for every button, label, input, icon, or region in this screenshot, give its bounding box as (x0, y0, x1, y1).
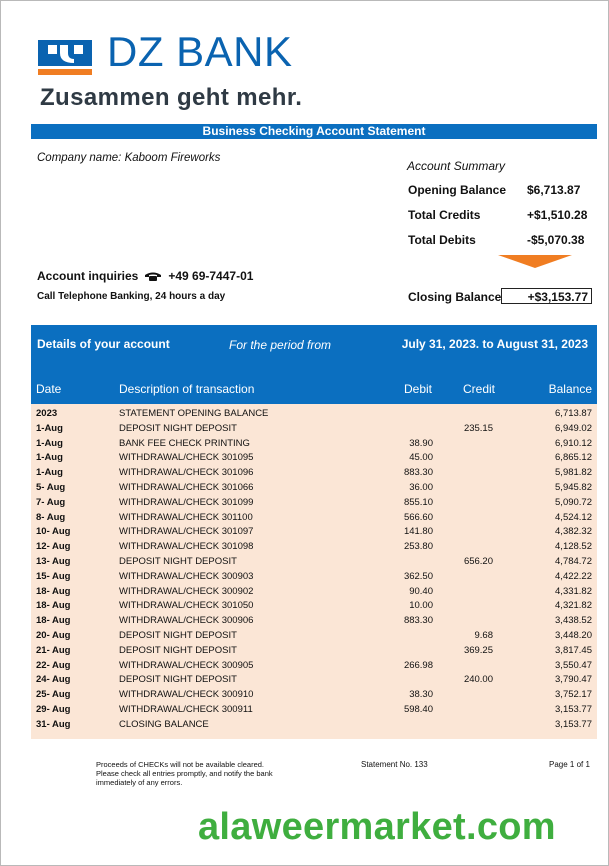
tx-description: WITHDRAWAL/CHECK 300910 (119, 689, 254, 701)
tx-balance: 3,752.17 (555, 689, 592, 701)
tx-balance: 6,910.12 (555, 437, 592, 449)
tx-description: BANK FEE CHECK PRINTING (119, 437, 250, 449)
period-label: For the period from (229, 338, 332, 352)
tx-date: 31- Aug (36, 718, 71, 730)
tx-balance: 5,981.82 (555, 467, 592, 479)
tx-date: 18- Aug (36, 615, 71, 627)
table-row (31, 541, 597, 556)
tx-balance: 4,784.72 (555, 556, 592, 567)
tx-description: WITHDRAWAL/CHECK 300905 (119, 659, 254, 671)
tx-debit: 566.60 (403, 511, 433, 523)
tx-balance: 5,945.82 (555, 482, 592, 493)
tx-description: STATEMENT OPENING BALANCE (119, 408, 269, 419)
tx-description: WITHDRAWAL/CHECK 301100 (119, 511, 253, 523)
tx-debit: 266.98 (403, 659, 433, 671)
statement-number: Statement No. 133 (361, 760, 428, 769)
total-debits-value: -$5,070.38 (527, 233, 585, 247)
tx-debit: 45.00 (409, 452, 433, 464)
tx-debit: 90.40 (409, 585, 433, 597)
tx-debit: 883.30 (403, 615, 433, 627)
tx-debit: 855.10 (403, 496, 433, 508)
tx-description: DEPOSIT NIGHT DEPOSIT (119, 674, 237, 686)
tx-date: 7- Aug (36, 496, 66, 508)
table-row (31, 556, 597, 571)
tx-description: WITHDRAWAL/CHECK 301097 (119, 526, 254, 538)
tx-date: 2023 (36, 408, 58, 419)
tx-date: 22- Aug (36, 659, 71, 671)
tx-balance: 6,865.12 (555, 452, 592, 464)
tx-description: WITHDRAWAL/CHECK 301095 (119, 452, 254, 464)
opening-balance-value: $6,713.87 (527, 183, 581, 197)
tx-balance: 4,524.12 (555, 511, 592, 523)
tx-debit: 253.80 (403, 541, 433, 553)
tx-credit: 235.15 (463, 422, 493, 434)
telephone-banking-text: Call Telephone Banking, 24 hours a day (37, 291, 226, 302)
orange-arrow-icon (498, 255, 572, 268)
column-header-credit: Credit (463, 382, 496, 396)
table-row (31, 408, 597, 423)
tx-date: 13- Aug (36, 556, 71, 567)
tx-date: 1-Aug (36, 467, 63, 479)
account-summary-title: Account Summary (407, 159, 506, 173)
tx-date: 20- Aug (36, 630, 71, 641)
period-range: July 31, 2023. to August 31, 2023 (401, 337, 588, 351)
table-row (31, 689, 597, 704)
tx-date: 25- Aug (36, 689, 71, 701)
table-row (31, 615, 597, 630)
tx-balance: 4,382.32 (555, 526, 592, 538)
footer-note: Proceeds of CHECKs will not be available cleared. Please check all entries promptly, and notify the bank immediately of any errors. (96, 760, 273, 787)
column-header-debit: Debit (404, 382, 433, 396)
column-header-balance: Balance (548, 382, 592, 396)
tx-debit: 598.40 (403, 704, 433, 715)
tx-date: 12- Aug (36, 541, 71, 553)
tx-balance: 3,790.47 (555, 674, 592, 686)
table-row (31, 526, 597, 541)
tx-debit: 141.80 (403, 526, 433, 538)
tx-credit: 240.00 (463, 674, 493, 686)
tx-description: DEPOSIT NIGHT DEPOSIT (119, 556, 237, 567)
tx-debit: 362.50 (403, 570, 433, 582)
details-title: Details of your account (37, 337, 170, 351)
tx-date: 1-Aug (36, 422, 63, 434)
tx-balance: 4,128.52 (555, 541, 592, 553)
tx-date: 5- Aug (36, 482, 66, 493)
tx-balance: 3,817.45 (555, 644, 592, 656)
total-credits-label: Total Credits (408, 208, 481, 222)
closing-balance-label: Closing Balance (408, 290, 502, 304)
brand-tagline: Zusammen geht mehr. (40, 84, 303, 111)
tx-debit: 36.00 (409, 482, 433, 493)
table-row (31, 645, 597, 660)
tx-description: WITHDRAWAL/CHECK 300903 (119, 570, 254, 582)
tx-balance: 4,331.82 (555, 585, 592, 597)
phone-number: +49 69-7447-01 (168, 269, 254, 283)
inquiries-label: Account inquiries (37, 269, 139, 283)
tx-balance: 3,550.47 (555, 659, 592, 671)
tx-debit: 38.30 (409, 689, 433, 701)
tx-date: 29- Aug (36, 704, 71, 715)
table-row (31, 674, 597, 689)
tx-debit: 883.30 (403, 467, 433, 479)
brand-name: DZ BANK (107, 28, 293, 75)
tx-balance: 4,422.22 (555, 570, 592, 582)
tx-description: WITHDRAWAL/CHECK 301050 (119, 600, 254, 612)
opening-balance-label: Opening Balance (408, 183, 507, 197)
tx-description: CLOSING BALANCE (119, 718, 209, 730)
tx-balance: 3,153.77 (555, 704, 592, 715)
table-row (31, 438, 597, 453)
column-header-date: Date (36, 382, 62, 396)
tx-balance: 3,438.52 (555, 615, 592, 627)
tx-description: DEPOSIT NIGHT DEPOSIT (119, 422, 237, 434)
watermark: alaweermarket.com (198, 806, 556, 848)
tx-balance: 3,448.20 (555, 630, 592, 641)
column-header-description: Description of transaction (119, 382, 255, 396)
tx-credit: 9.68 (474, 630, 493, 641)
tx-date: 18- Aug (36, 600, 71, 612)
tx-date: 10- Aug (36, 526, 71, 538)
tx-description: WITHDRAWAL/CHECK 300902 (119, 585, 254, 597)
table-row (31, 586, 597, 601)
telephone-icon (144, 271, 162, 281)
tx-balance: 4,321.82 (555, 600, 592, 612)
tx-description: DEPOSIT NIGHT DEPOSIT (119, 630, 237, 641)
closing-balance-value: +$3,153.77 (501, 288, 592, 304)
table-row (31, 467, 597, 482)
tx-balance: 3,153.77 (555, 718, 592, 730)
tx-description: WITHDRAWAL/CHECK 301099 (119, 496, 254, 508)
tx-credit: 369.25 (463, 644, 493, 656)
tx-credit: 656.20 (463, 556, 493, 567)
total-debits-label: Total Debits (408, 233, 476, 247)
tx-balance: 6,949.02 (555, 422, 592, 434)
tx-description: WITHDRAWAL/CHECK 301098 (119, 541, 254, 553)
table-row (31, 571, 597, 586)
table-row (31, 497, 597, 512)
tx-date: 18- Aug (36, 585, 71, 597)
tx-date: 24- Aug (36, 674, 71, 686)
tx-date: 15- Aug (36, 570, 71, 582)
tx-balance: 5,090.72 (555, 496, 592, 508)
tx-date: 8- Aug (36, 511, 66, 523)
table-row (31, 600, 597, 615)
table-row (31, 704, 597, 719)
table-row (31, 660, 597, 675)
tx-date: 1-Aug (36, 452, 63, 464)
tx-debit: 38.90 (409, 437, 433, 449)
table-row (31, 452, 597, 467)
tx-description: WITHDRAWAL/CHECK 301096 (119, 467, 254, 479)
tx-balance: 6,713.87 (555, 408, 592, 419)
dz-bank-logo-icon (38, 40, 92, 75)
table-row (31, 482, 597, 497)
table-row (31, 630, 597, 645)
total-credits-value: +$1,510.28 (527, 208, 588, 222)
table-row (31, 423, 597, 438)
tx-debit: 10.00 (409, 600, 433, 612)
company-name: Company name: Kaboom Fireworks (37, 152, 221, 164)
tx-description: WITHDRAWAL/CHECK 301066 (119, 482, 254, 493)
tx-description: DEPOSIT NIGHT DEPOSIT (119, 644, 237, 656)
tx-description: WITHDRAWAL/CHECK 300911 (119, 704, 253, 715)
table-row (31, 719, 597, 734)
tx-date: 1-Aug (36, 437, 63, 449)
statement-title: Business Checking Account Statement (31, 124, 597, 139)
account-inquiries (37, 269, 253, 283)
transactions-table (31, 404, 597, 739)
tx-description: WITHDRAWAL/CHECK 300906 (119, 615, 254, 627)
account-details-header (31, 325, 597, 404)
page-number: Page 1 of 1 (549, 760, 590, 769)
table-row (31, 512, 597, 527)
tx-date: 21- Aug (36, 644, 71, 656)
